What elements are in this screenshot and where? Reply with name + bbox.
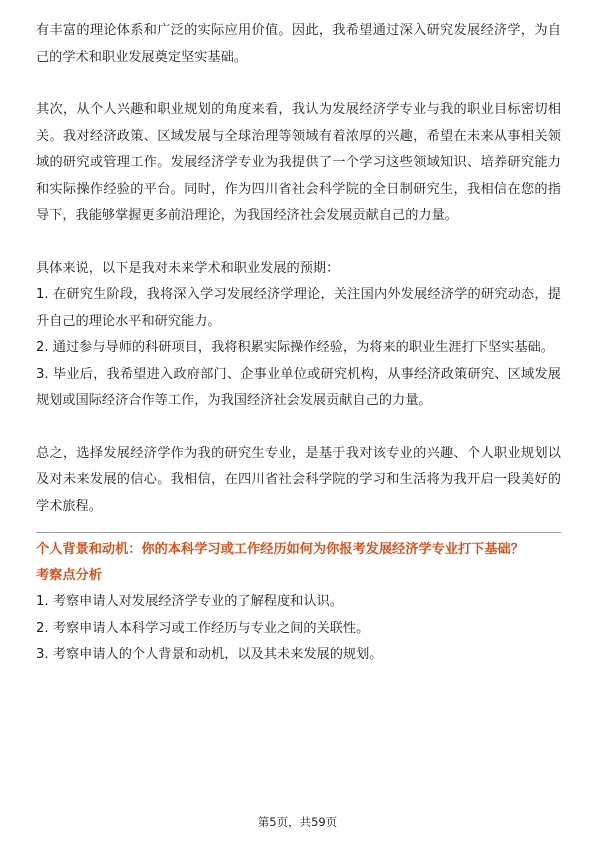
paragraph-2: 其次，从个人兴趣和职业规划的角度来看，我认为发展经济学专业与我的职业目标密切相关。我对经济政策、区域发展与全球治理等领域有着浓厚的兴趣，希望在未来从事相关领域的研究或管理工作。发展经济学专业为我提供了一个学习这些领域知识、培养研究能力和实际操作经验的平台。同时，作为四川省社会科学院的全日制研究生，我相信在您的指导下，我能够掌握更多前沿理论，为我国经济社会发展贡献自己的力量。 (36, 102, 561, 223)
paragraph-conclusion: 总之，选择发展经济学作为我的研究生专业，是基于我对该专业的兴趣、个人职业规划以及对未来发展的信心。我相信，在四川省社会科学院的学习和生活将为我开启一段美好的学术旅程。 (36, 445, 561, 514)
page-number: 第5页，共59页 (257, 815, 338, 829)
paragraph-1: 有丰富的理论体系和广泛的实际应用价值。因此，我希望通过深入研究发展经济学，为自己的学术和职业发展奠定坚实基础。 (36, 23, 561, 65)
document-page (36, 18, 561, 669)
expectation-item: 2. 通过参与导师的科研项目，我将积累实际操作经验，为将来的职业生涯打下坚实基础。 (36, 340, 554, 355)
question-title: 个人背景和动机：你的本科学习或工作经历如何为你报考发展经济学专业打下基础？ (36, 542, 524, 557)
analysis-heading: 考察点分析 (36, 568, 102, 583)
expectations-block (36, 256, 561, 415)
expectation-item: 3. 毕业后，我希望进入政府部门、企事业单位或研究机构，从事经济政策研究、区域发展规划或国际经济合作等工作，为我国经济社会发展贡献自己的力量。 (36, 366, 561, 408)
analysis-item: 1. 考察申请人对发展经济学专业的了解程度和认识。 (36, 594, 343, 609)
analysis-item: 3. 考察申请人的个人背景和动机，以及其未来发展的规划。 (36, 647, 383, 662)
expectations-intro: 具体来说，以下是我对未来学术和职业发展的预期： (36, 260, 340, 276)
expectation-item: 1. 在研究生阶段，我将深入学习发展经济学理论，关注国内外发展经济学的研究动态，提升自己的理论水平和研究能力。 (36, 287, 561, 329)
analysis-item: 2. 考察申请人本科学习或工作经历与专业之间的关联性。 (36, 620, 370, 636)
section-divider (36, 532, 561, 533)
